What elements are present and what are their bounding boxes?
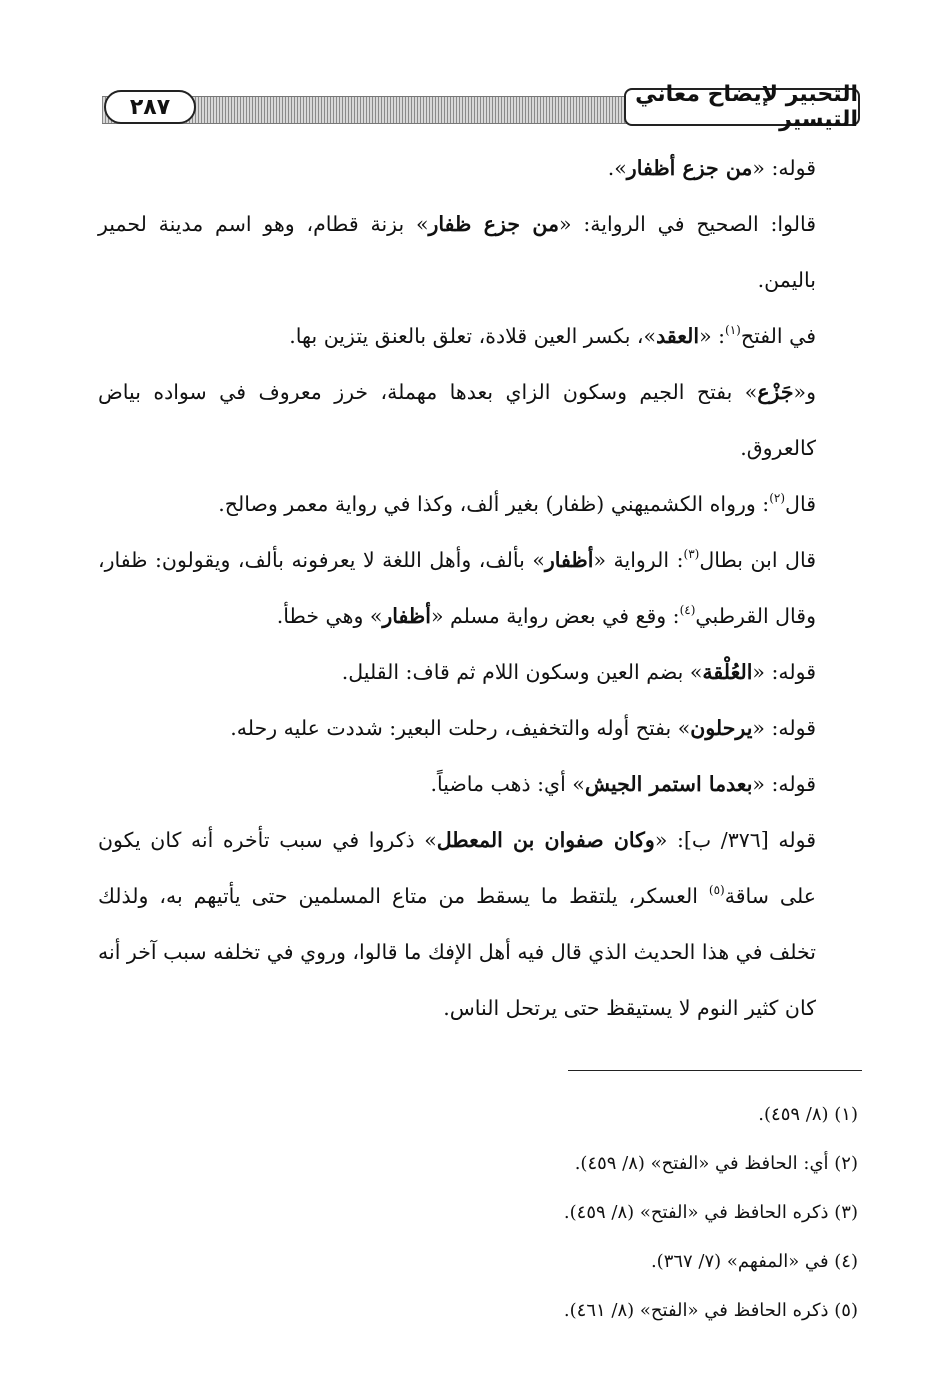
footnote-ref: (٤) [679, 603, 696, 617]
quoted-term: جَزْع [757, 380, 794, 404]
quoted-term: يرحلون [690, 716, 753, 740]
paragraph-8 [98, 700, 862, 756]
paragraph-2 [98, 196, 862, 308]
text-run: قال ابن بطال [699, 548, 816, 572]
page-header [98, 82, 860, 132]
quoted-term: من جزع أظفار [626, 156, 753, 180]
paragraph-4 [98, 364, 862, 476]
text-run: » بزنة قطام، وهو اسم مدينة لحمير باليمن. [98, 212, 816, 292]
footnote-divider [568, 1070, 862, 1071]
text-run: ». [607, 156, 627, 180]
text-run: قوله: « [752, 660, 816, 684]
text-run: » بضم العين وسكون اللام ثم قاف: القليل. [341, 660, 703, 684]
book-title: التحبير لإيضاح معاني التيسير [624, 88, 860, 126]
text-run: : وقع في بعض رواية مسلم « [430, 604, 680, 628]
paragraph-7 [98, 644, 862, 700]
quoted-term: وكان صفوان بن المعطل [436, 828, 655, 852]
footnote-ref: (١) [725, 323, 741, 337]
text-run: » وهي خطأ. [276, 604, 383, 628]
main-text [98, 140, 862, 1036]
paragraph-9 [98, 756, 862, 812]
footnotes [98, 1090, 862, 1335]
footnote-ref: (٢) [769, 491, 786, 505]
footnote-2: (٢) أي: الحافظ في «الفتح» (٨/ ٤٥٩). [574, 1153, 858, 1174]
text-run: العسكر، يلتقط ما يسقط من متاع المسلمين حتى يأتيهم به، ولذلك تخلف في هذا الحديث الذي قال فيه أهل الإفك ما قالوا، وروي في تخلفه سبب آخر أنه كان كثير النوم لا يستيقظ حتى يرتحل الناس. [98, 884, 816, 1020]
quoted-term: بعدما استمر الجيش [584, 772, 753, 796]
text-run: » بألف، وأهل اللغة لا يعرفونه بألف، ويقولون: ظفار، وقال القرطبي [98, 548, 816, 628]
paragraph-3 [98, 308, 862, 364]
text-run: » ذكروا في سبب تأخره أنه كان يكون على ساقة [98, 828, 817, 908]
quoted-term: أظفار [382, 604, 431, 628]
text-run: في الفتح [740, 324, 816, 348]
paragraph-1 [98, 140, 862, 196]
text-run: » بفتح الجيم وسكون الزاي بعدها مهملة، خرز معروف في سواده بياض كالعروق. [98, 380, 816, 460]
text-run: : الرواية « [593, 548, 684, 572]
quoted-term: العُلْقة [702, 660, 753, 684]
footnote-4: (٤) في «المفهم» (٧/ ٣٦٧). [650, 1251, 858, 1272]
text-run: قوله: « [752, 772, 816, 796]
paragraph-10 [98, 812, 862, 1036]
footnote-ref: (٣) [683, 547, 700, 561]
page-number: ٢٨٧ [104, 90, 196, 124]
text-run: » بفتح أوله والتخفيف، رحلت البعير: شددت عليه رحله. [230, 716, 691, 740]
quoted-term: أظفار [544, 548, 594, 572]
text-run: قوله: « [752, 156, 816, 180]
quoted-term: العقد [656, 324, 700, 348]
paragraph-6 [98, 532, 862, 644]
text-run: قوله: « [752, 716, 816, 740]
footnote-1: (١) (٨/ ٤٥٩). [758, 1104, 858, 1125]
footnote-ref: (٥) [708, 883, 725, 897]
text-run: : « [699, 324, 726, 348]
paragraph-5 [98, 476, 862, 532]
text-run: »، بكسر العين قلادة، تعلق بالعنق يتزين بها. [289, 324, 657, 348]
footnote-5: (٥) ذكره الحافظ في «الفتح» (٨/ ٤٦١). [563, 1300, 858, 1321]
text-run: » أي: ذهب ماضياً. [430, 772, 585, 796]
text-run: قوله [٣٧٦/ ب]: « [654, 828, 816, 852]
text-run: قالوا: الصحيح في الرواية: « [559, 212, 816, 236]
text-run: : ورواه الكشميهني (ظفار) بغير ألف، وكذا في رواية معمر وصالح. [218, 492, 770, 516]
text-run: قال [785, 492, 816, 516]
quoted-term: من جزع ظفار [428, 212, 560, 236]
footnote-3: (٣) ذكره الحافظ في «الفتح» (٨/ ٤٥٩). [563, 1202, 858, 1223]
text-run: و« [793, 380, 816, 404]
